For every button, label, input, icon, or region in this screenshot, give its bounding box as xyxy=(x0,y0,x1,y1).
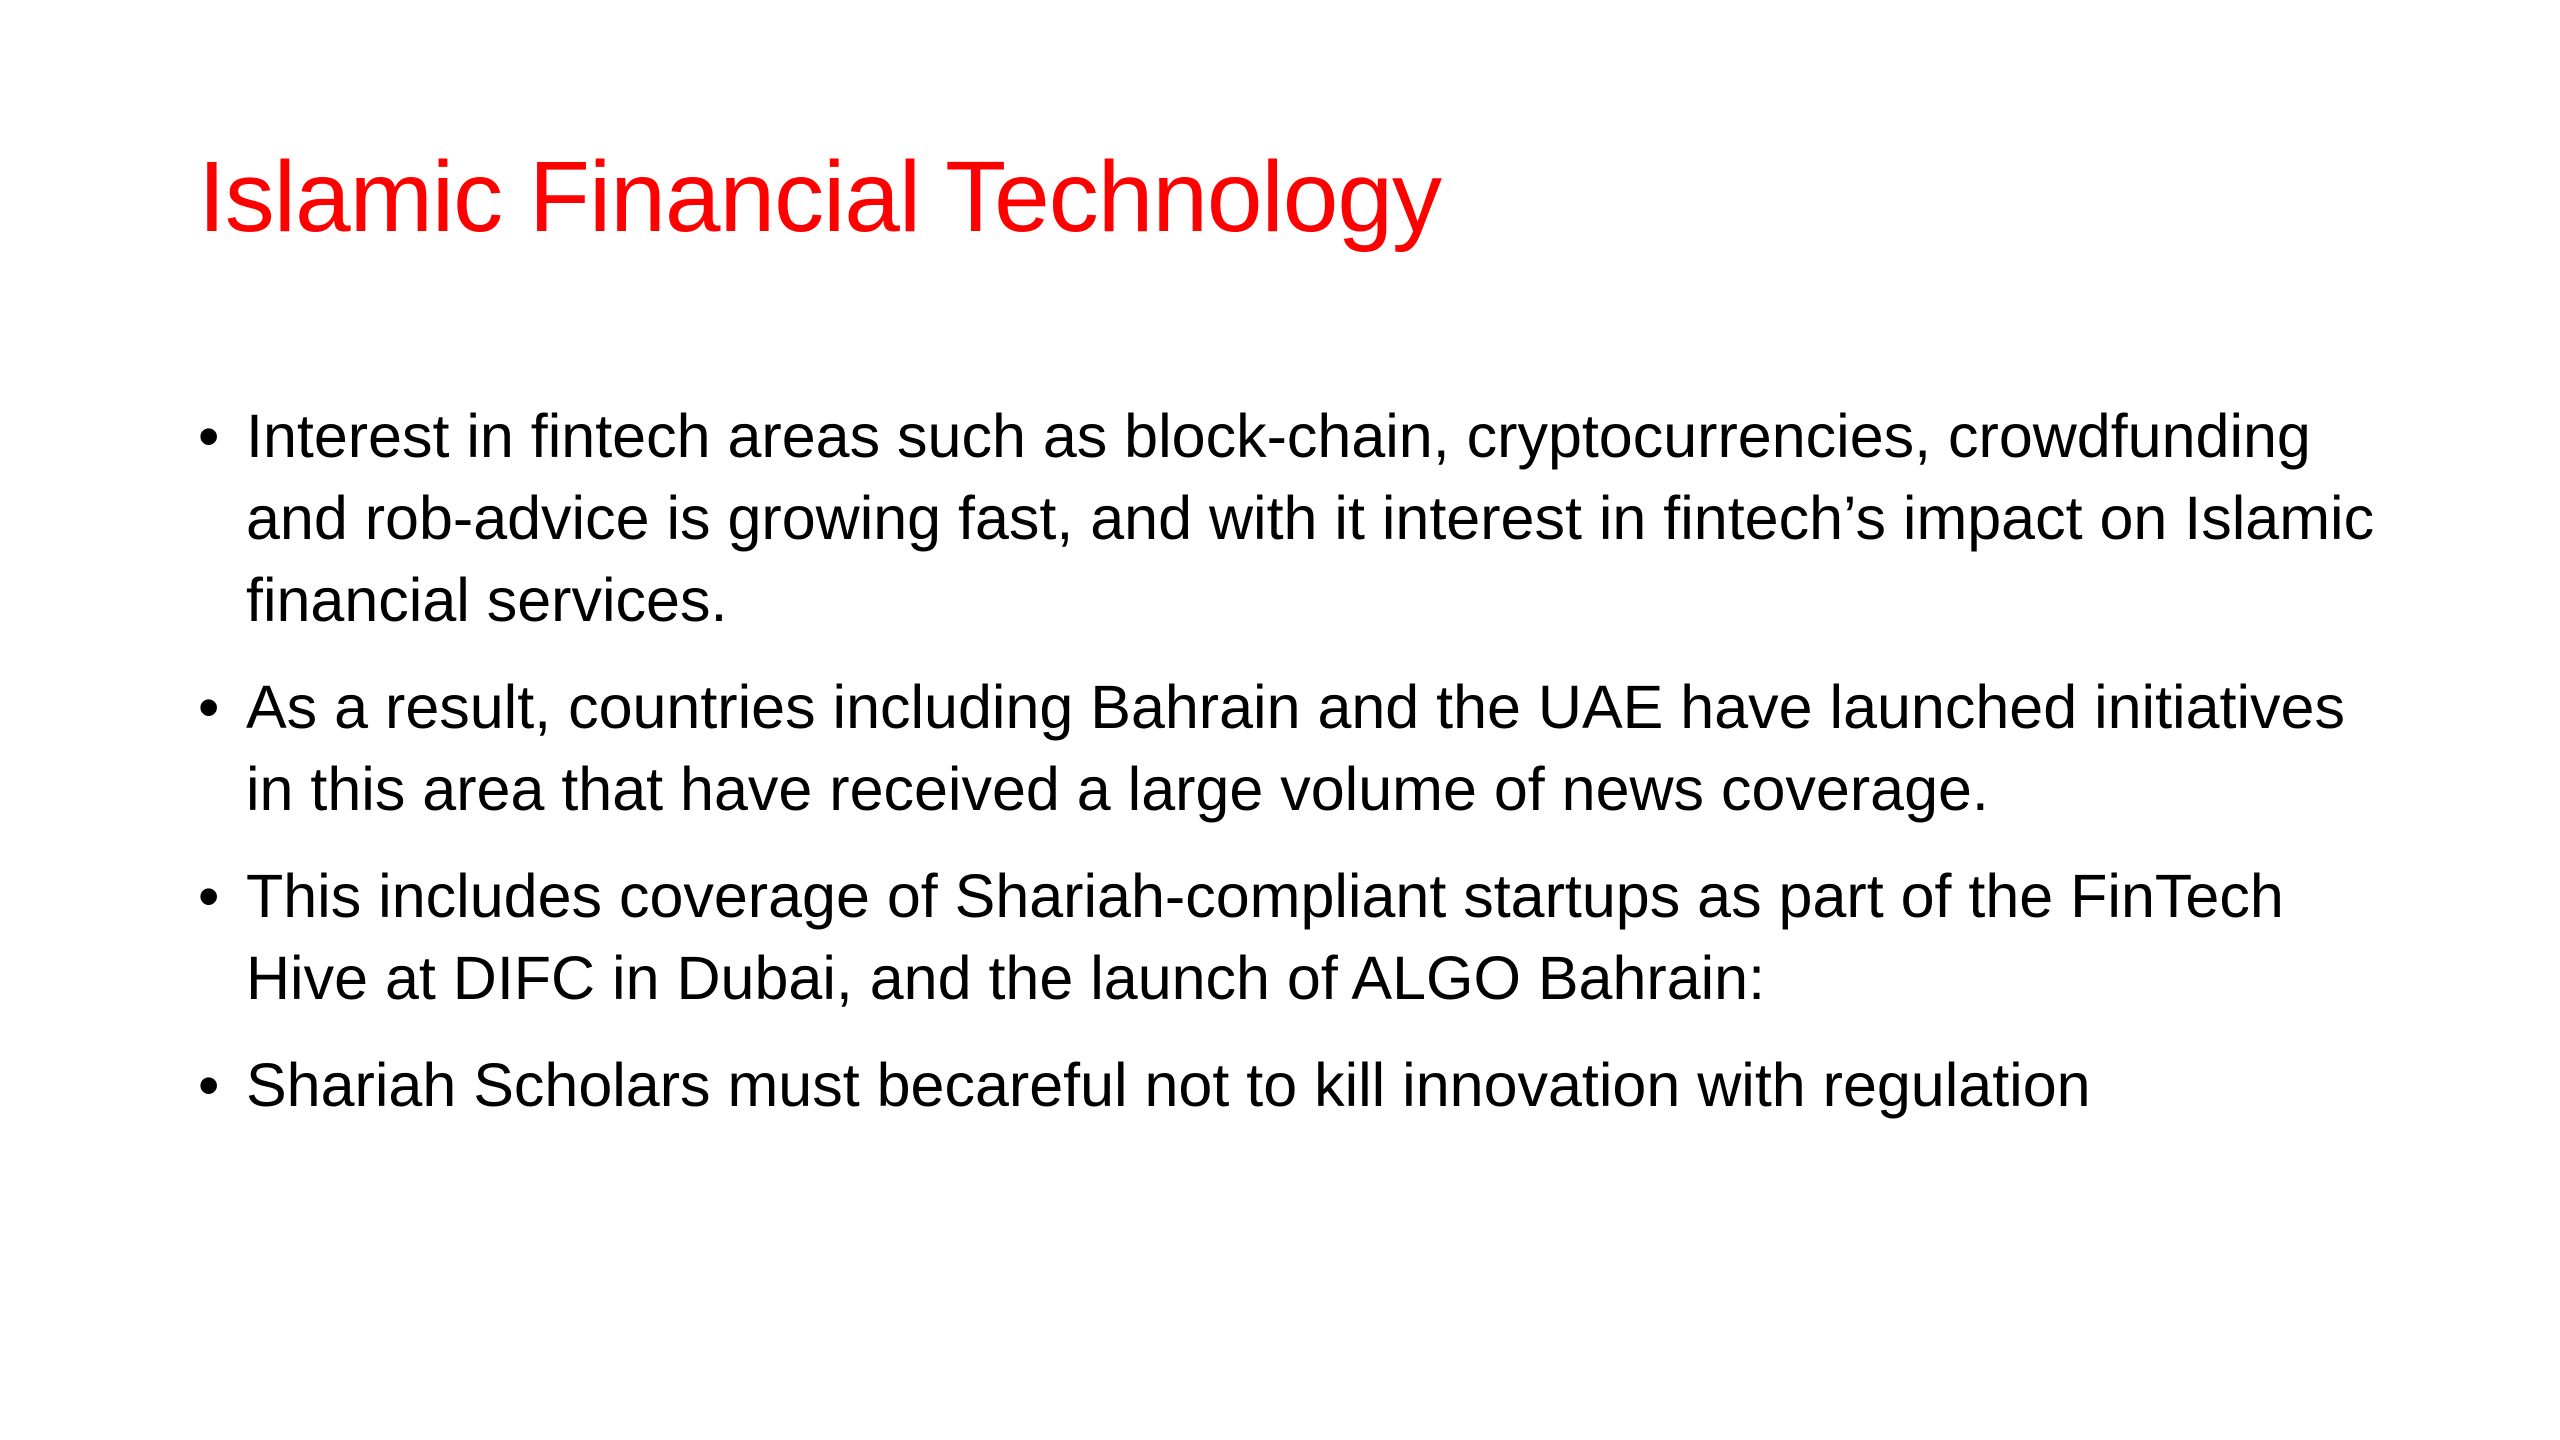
bullet-text: As a result, countries including Bahrain and the UAE have launched initiatives in this area that have received a large volume of news coverage. xyxy=(246,673,2345,823)
bullet-text: Shariah Scholars must becareful not to kill innovation with regulation xyxy=(246,1051,2091,1119)
bullet-icon: • xyxy=(198,1051,220,1119)
bullet-text: This includes coverage of Shariah-compliant startups as part of the FinTech Hive at DIFC in Dubai, and the launch of ALGO Bahrain: xyxy=(246,862,2284,1012)
bullet-list xyxy=(198,395,2398,1151)
bullet-item xyxy=(198,855,2398,1019)
bullet-item xyxy=(198,395,2398,641)
bullet-item xyxy=(198,666,2398,830)
bullet-icon: • xyxy=(198,673,220,741)
bullet-text: Interest in fintech areas such as block-chain, cryptocurrencies, crowdfunding and rob-advice is growing fast, and with it interest in fintech’s impact on Islamic financial services. xyxy=(246,402,2375,634)
bullet-icon: • xyxy=(198,862,220,930)
bullet-icon: • xyxy=(198,402,220,470)
bullet-item xyxy=(198,1044,2398,1126)
slide-title: Islamic Financial Technology xyxy=(198,141,1441,253)
